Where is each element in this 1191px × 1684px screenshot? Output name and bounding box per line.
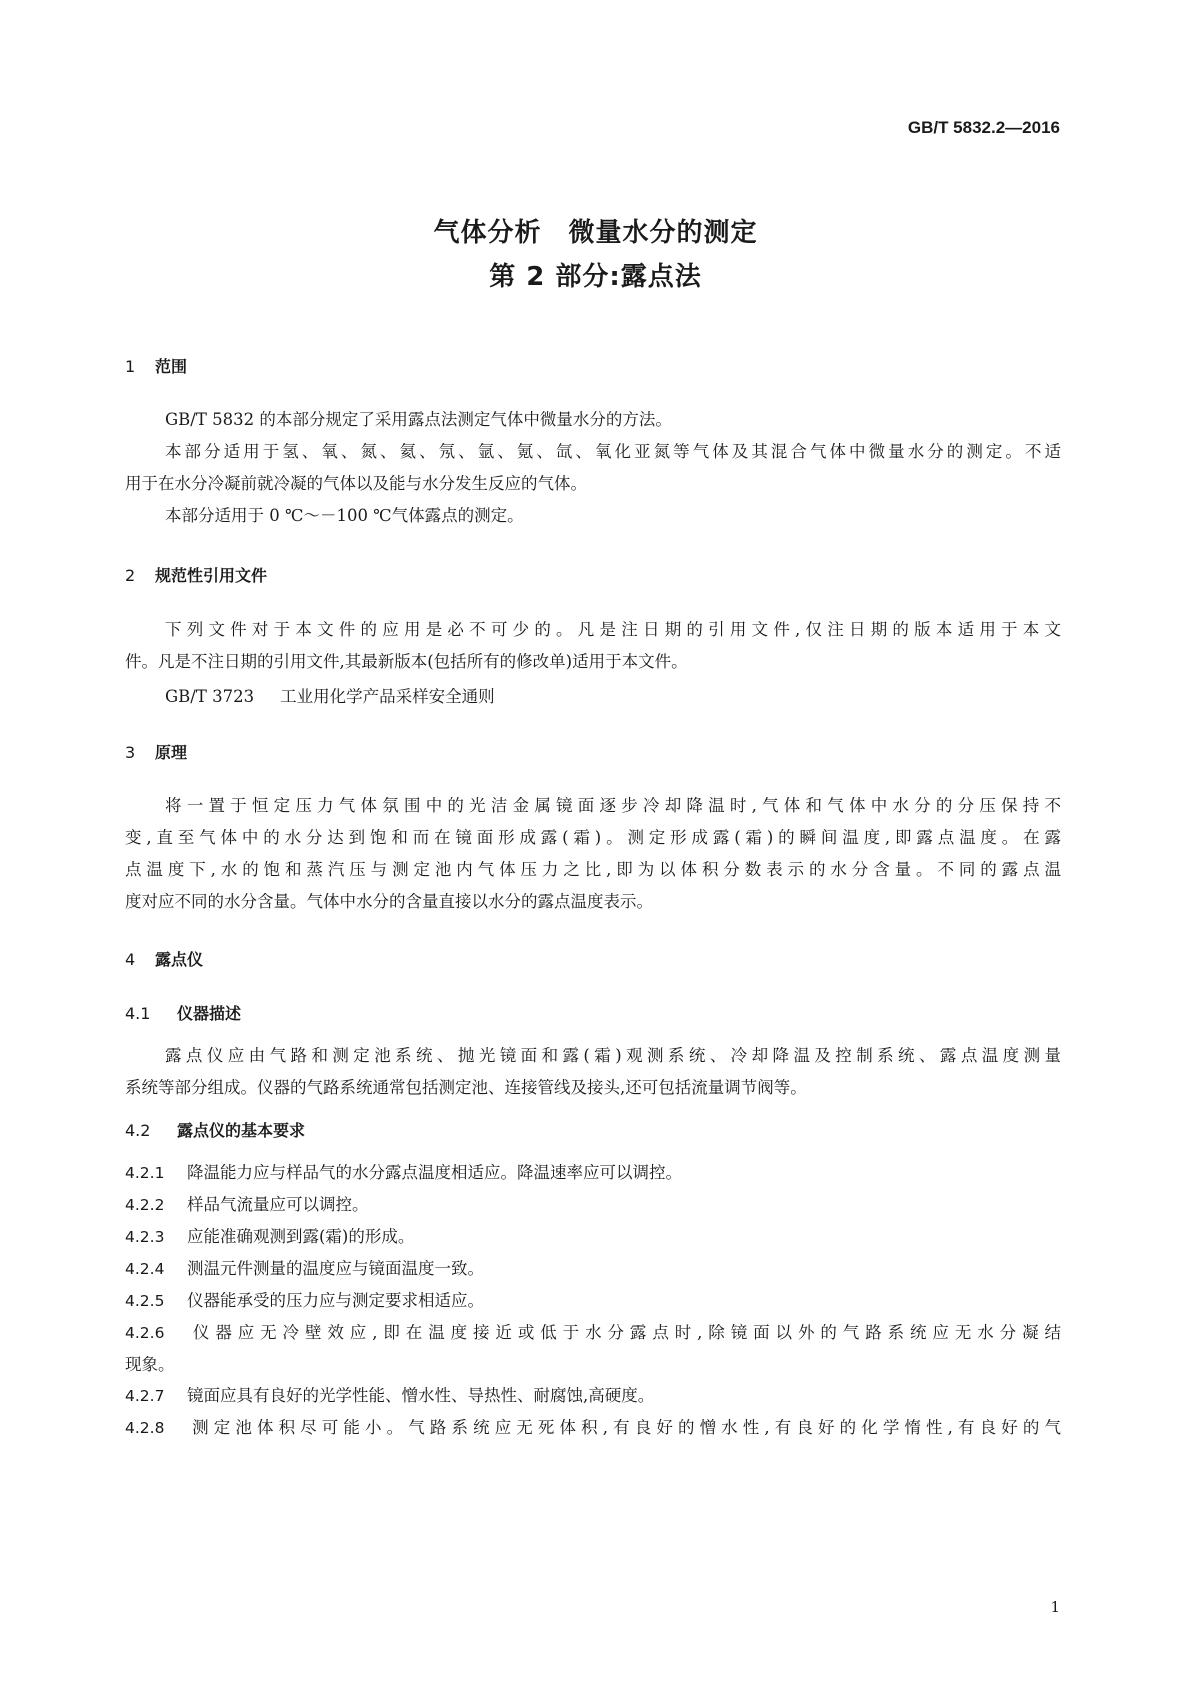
section-2-heading [125,563,267,586]
clause-item [125,1412,1061,1444]
clause-text: 应能准确观测到露(霜)的形成。 [187,1227,415,1246]
clause-number: 4.2.3 [125,1228,165,1246]
clause-item [125,1380,1061,1412]
section-number: 4.1 [125,1004,151,1023]
section-4-1-body [125,1040,1061,1104]
clause-item [125,1317,1061,1349]
clause-text: 测温元件测量的温度应与镜面温度一致。 [187,1259,484,1278]
section-title: 规范性引用文件 [155,566,268,585]
paragraph-line: 变,直至气体中的水分达到饱和而在镜面形成露(霜)。测定形成露(霜)的瞬间温度,即露点温度。在露 [125,828,1061,847]
paragraph-line: 系统等部分组成。仪器的气路系统通常包括测定池、连接管线及接头,还可包括流量调节阀等。 [125,1078,807,1097]
paragraph-line: 用于在水分冷凝前就冷凝的气体以及能与水分发生反应的气体。 [125,474,587,493]
clause-item [125,1189,1061,1221]
section-title: 原理 [155,743,188,762]
standard-code: GB/T 5832.2—2016 [907,118,1060,137]
clause-item [125,1285,1061,1317]
document-title: 气体分析 微量水分的测定 [433,218,758,248]
paragraph-line: 将一置于恒定压力气体氛围中的光洁金属镜面逐步冷却降温时,气体和气体中水分的分压保持不 [165,796,1061,815]
clause-continuation: 现象。 [125,1355,175,1374]
clause-number: 4.2.4 [125,1260,165,1278]
clause-text: 仪器能承受的压力应与测定要求相适应。 [187,1291,484,1310]
clause-item [125,1221,1061,1253]
clause-number: 4.2.6 [125,1324,165,1342]
section-title: 露点仪 [155,950,204,969]
clause-item [125,1253,1061,1285]
section-3-heading [125,740,187,763]
clause-number: 4.2.8 [125,1419,165,1437]
section-3-body [125,790,1061,918]
clause-number: 4.2.5 [125,1292,165,1310]
paragraph-line: 度对应不同的水分含量。气体中水分的含量直接以水分的露点温度表示。 [125,892,653,911]
section-number: 4.2 [125,1121,151,1140]
clause-text: 测定池体积尽可能小。气路系统应无死体积,有良好的憎水性,有良好的化学惰性,有良好的气 [187,1418,1061,1437]
section-1-heading [125,354,187,377]
clause-number: 4.2.7 [125,1387,165,1405]
section-number: 4 [125,950,136,969]
section-1-body [125,404,1061,532]
reference-title: 工业用化学产品采样安全通则 [280,687,495,706]
section-4-1-heading [125,1001,241,1024]
section-title: 露点仪的基本要求 [177,1121,306,1140]
clause-text: 样品气流量应可以调控。 [187,1195,369,1214]
section-title: 仪器描述 [177,1004,242,1023]
reference-code: GB/T 3723 [165,687,255,706]
clause-text: 降温能力应与样品气的水分露点温度相适应。降温速率应可以调控。 [187,1163,682,1182]
document-subtitle: 第 2 部分:露点法 [489,262,702,292]
section-number: 3 [125,743,136,762]
clause-text: 仪器应无冷壁效应,即在温度接近或低于水分露点时,除镜面以外的气路系统应无水分凝结 [187,1323,1061,1342]
clause-text: 镜面应具有良好的光学性能、憎水性、导热性、耐腐蚀,高硬度。 [187,1386,655,1405]
clause-item [125,1157,1061,1189]
normative-reference [165,683,495,707]
section-2-body [125,614,1061,678]
section-title: 范围 [155,357,188,376]
section-4-2-heading [125,1118,305,1141]
clause-list [125,1157,1061,1444]
section-number: 1 [125,357,136,376]
page-number: 1 [1050,1598,1060,1616]
paragraph: 本部分适用于 0 ℃～－100 ℃气体露点的测定。 [165,506,524,525]
paragraph-line: 本部分适用于氢、氧、氮、氦、氖、氩、氪、氙、氧化亚氮等气体及其混合气体中微量水分的测定。不适 [165,442,1061,461]
paragraph: GB/T 5832 的本部分规定了采用露点法测定气体中微量水分的方法。 [165,410,672,429]
paragraph-line: 点温度下,水的饱和蒸汽压与测定池内气体压力之比,即为以体积分数表示的水分含量。不同的露点温 [125,860,1061,879]
section-4-heading [125,947,203,970]
paragraph-line: 露点仪应由气路和测定池系统、抛光镜面和露(霜)观测系统、冷却降温及控制系统、露点温度测量 [165,1046,1061,1065]
clause-number: 4.2.1 [125,1164,165,1182]
paragraph-line: 下列文件对于本文件的应用是必不可少的。凡是注日期的引用文件,仅注日期的版本适用于本文 [165,620,1061,639]
paragraph-line: 件。凡是不注日期的引用文件,其最新版本(包括所有的修改单)适用于本文件。 [125,652,688,671]
section-number: 2 [125,566,136,585]
clause-number: 4.2.2 [125,1196,165,1214]
